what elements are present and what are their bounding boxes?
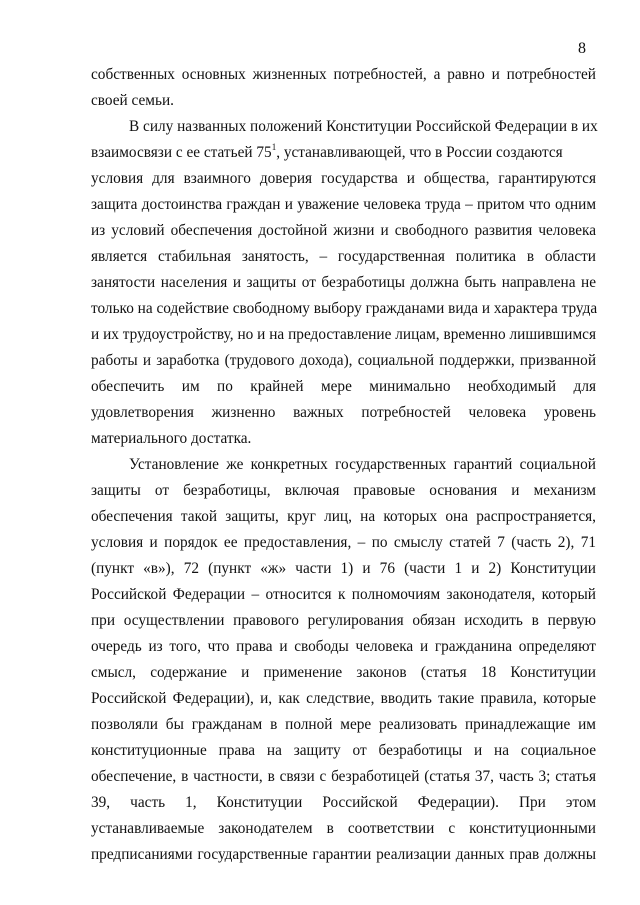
text-line: собственных основных жизненных потребностей, а равно и потребностей	[91, 66, 596, 83]
text-fragment: взаимосвязи с ее статьей 75	[91, 144, 272, 161]
footnote-mark: 1	[271, 141, 277, 152]
text-line: и их трудоустройству, но и на предоставление лицам, временно лишившимся	[91, 326, 596, 343]
text-line: 39, часть 1, Конституции Российской Федерации). При этом	[91, 794, 596, 811]
text-line: является стабильная занятость, – государственная политика в области	[91, 248, 596, 265]
text-line: защиты от безработицы, включая правовые основания и механизм	[91, 482, 596, 499]
text-line: работы и заработка (трудового дохода), социальной поддержки, призванной	[91, 352, 596, 369]
text-line: позволяли бы гражданам в полной мере реализовать принадлежащие им	[91, 716, 596, 733]
text-line: только на содействие свободному выбору гражданами вида и характера труда	[91, 300, 598, 317]
text-line: устанавливаемые законодателем в соответствии с конституционными	[91, 820, 596, 837]
text-line: Установление же конкретных государственных гарантий социальной	[129, 456, 596, 473]
page-number: 8	[578, 40, 586, 57]
text-line: защита достоинства граждан и уважение человека труда – притом что одним	[91, 196, 596, 213]
text-line: смысл, содержание и применение законов (статья 18 Конституции	[91, 664, 596, 681]
text-line: Российской Федерации – относится к полномочиям законодателя, который	[91, 586, 596, 603]
text-line: (пункт «в»), 72 (пункт «ж» части 1) и 76 (части 1 и 2) Конституции	[91, 560, 596, 577]
document-body	[91, 62, 596, 868]
text-line: В силу названных положений Конституции Российской Федерации в их	[129, 118, 598, 135]
text-line: обеспечения такой защиты, круг лиц, на которых она распространяется,	[91, 508, 596, 525]
paragraph-1	[91, 62, 596, 114]
paragraph-2	[91, 114, 596, 452]
text-line: при осуществлении правового регулирования обязан исходить в первую	[91, 612, 596, 629]
text-line: условия и порядок ее предоставления, – по смыслу статей 7 (часть 2), 71	[91, 534, 596, 551]
text-line-with-footnote	[91, 140, 596, 166]
text-line: конституционные права на защиту от безработицы и на социальное	[91, 742, 596, 759]
text-line: удовлетворения жизненно важных потребностей человека уровень	[91, 404, 596, 421]
text-line: своей семьи.	[91, 92, 174, 109]
text-line: Российской Федерации), и, как следствие, вводить такие правила, которые	[91, 690, 596, 707]
text-line: условия для взаимного доверия государства и общества, гарантируются	[91, 170, 596, 187]
text-line: занятости населения и защиты от безработицы должна быть направлена не	[91, 274, 596, 291]
text-line: очередь из того, что права и свободы человека и гражданина определяют	[91, 638, 596, 655]
text-line: обеспечение, в частности, в связи с безработицей (статья 37, часть 3; статья	[91, 768, 596, 785]
text-line: предписаниями государственные гарантии реализации данных прав должны	[91, 846, 596, 863]
text-fragment: , устанавливающей, что в России создаются	[276, 144, 563, 161]
text-line: из условий обеспечения достойной жизни и свободного развития человека	[91, 222, 596, 239]
text-line: обеспечить им по крайней мере минимально необходимый для	[91, 378, 596, 395]
text-line: материального достатка.	[91, 430, 252, 447]
paragraph-3	[91, 452, 596, 868]
